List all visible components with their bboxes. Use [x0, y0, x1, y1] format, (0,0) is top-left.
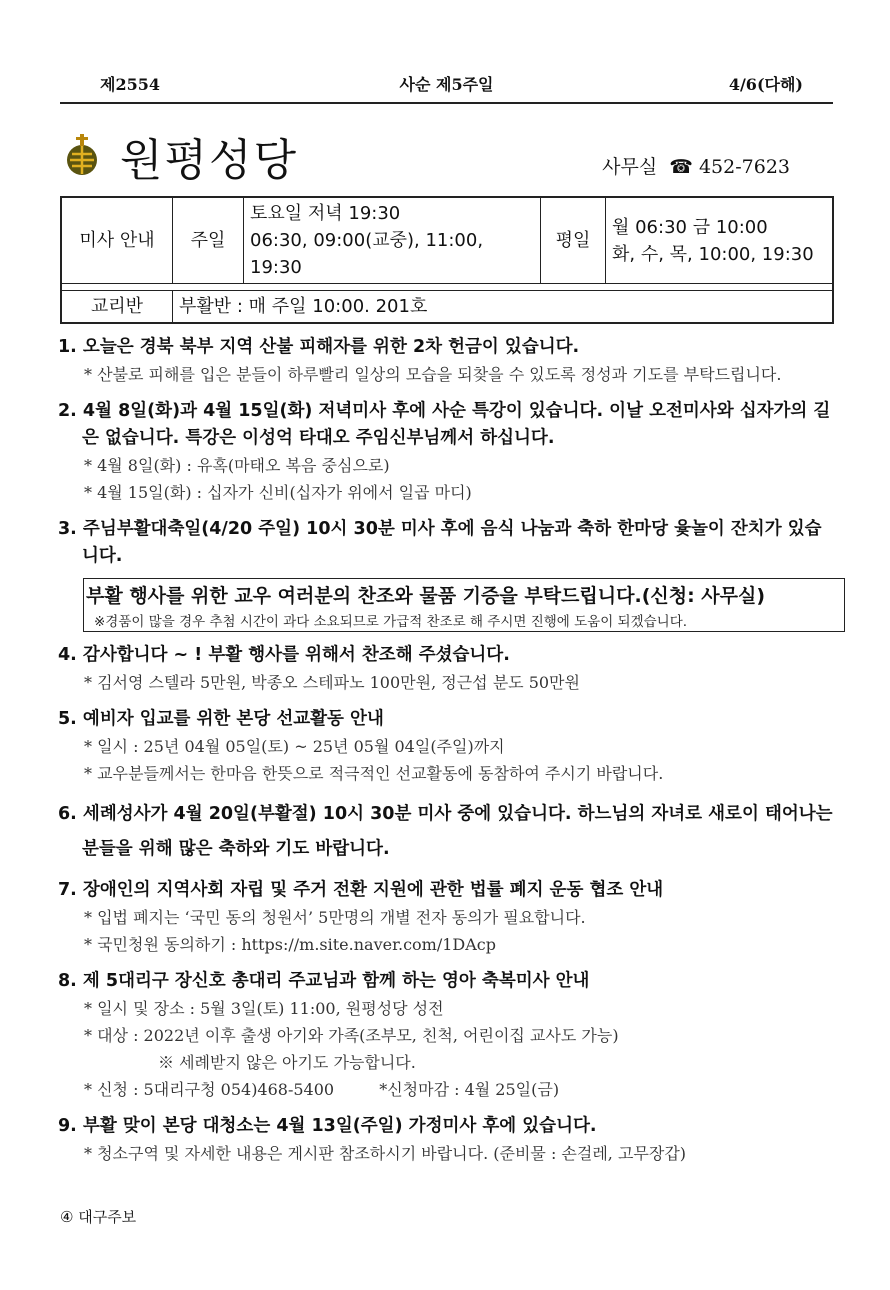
sunday-label: 주일 [173, 197, 244, 284]
announcement-title: 6. 세례성사가 4월 20일(부활절) 10시 30분 미사 중에 있습니다. 하느님의 자녀로 새로이 태어나는 분들을 위해 많은 축하와 기도 바랍니다. [58, 804, 833, 859]
announcement-title: 5. 예비자 입교를 위한 본당 선교활동 안내 [58, 709, 384, 729]
mass-schedule-table [60, 196, 834, 324]
application-contact: * 신청 : 5대리구청 054)468-5400 [84, 1080, 335, 1099]
announcement-3 [58, 516, 838, 632]
announcement-detail [58, 1076, 838, 1103]
issue-number: 제2554 [100, 75, 160, 94]
announcement-detail: * 교우분들께서는 한마음 한뜻으로 적극적인 선교활동에 동참하여 주시기 바랍니다. [84, 764, 664, 783]
announcement-title: 1. 오늘은 경북 북부 지역 산불 피해자를 위한 2차 헌금이 있습니다. [58, 337, 580, 357]
announcement-detail: * 4월 8일(화) : 유혹(마태오 복음 중심으로) [84, 456, 390, 475]
announcement-detail: * 청소구역 및 자세한 내용은 게시판 참조하시기 바랍니다. (준비물 : 손걸레, 고무장갑) [84, 1144, 687, 1163]
office-contact [602, 152, 790, 179]
announcement-5 [58, 706, 838, 787]
application-deadline: *신청마감 : 4월 25일(금) [379, 1080, 560, 1099]
announcement-detail: * 4월 15일(화) : 십자가 신비(십자가 위에서 일곱 마디) [84, 483, 472, 502]
page-footer: ④ 대구주보 [60, 1208, 137, 1226]
announcement-6 [58, 797, 838, 867]
announcement-1 [58, 334, 838, 388]
announcement-title: 9. 부활 맞이 본당 대청소는 4월 13일(주일) 가정미사 후에 있습니다. [58, 1116, 597, 1136]
announcement-detail: * 김서영 스텔라 5만원, 박종오 스테파노 100만원, 정근섭 분도 50만원 [84, 673, 580, 692]
church-name: 원평성당 [120, 135, 299, 186]
office-label: 사무실 [602, 156, 658, 178]
announcement-title: 3. 주님부활대축일(4/20 주일) 10시 30분 미사 후에 음식 나눔과 축하 한마당 윷놀이 잔치가 있습니다. [58, 519, 822, 566]
catechism-info: 부활반 : 매 주일 10:00. 201호 [173, 291, 834, 324]
mass-label: 미사 안내 [61, 197, 173, 284]
announcement-2 [58, 398, 838, 506]
liturgical-week: 사순 제5주일 [399, 75, 494, 94]
catechism-label: 교리반 [61, 291, 173, 324]
announcement-7 [58, 877, 838, 958]
sunday-times [244, 197, 541, 284]
announcement-9 [58, 1113, 838, 1167]
sunday-times-line2: 06:30, 09:00(교중), 11:00, 19:30 [250, 230, 484, 278]
weekday-times-line2: 화, 수, 목, 10:00, 19:30 [612, 243, 814, 265]
donation-request-text: 부활 행사를 위한 교우 여러분의 찬조와 물품 기증을 부탁드립니다.(신청: 사무실) [86, 585, 766, 607]
announcement-title: 4. 감사합니다 ~ ! 부활 행사를 위해서 찬조해 주셨습니다. [58, 645, 510, 665]
announcement-title: 8. 제 5대리구 장신호 총대리 주교님과 함께 하는 영아 축복미사 안내 [58, 971, 590, 991]
weekday-times-line1: 월 06:30 금 10:00 [612, 216, 768, 238]
sunday-times-line1: 토요일 저녁 19:30 [250, 203, 401, 224]
donation-request-box [83, 578, 845, 632]
announcement-detail: * 일시 및 장소 : 5월 3일(토) 11:00, 원평성당 성전 [84, 999, 444, 1018]
bulletin-header [60, 66, 833, 104]
weekday-label: 평일 [541, 197, 606, 284]
announcement-note: ※ 세례받지 않은 아기도 가능합니다. [158, 1053, 416, 1072]
announcement-title: 7. 장애인의 지역사회 자립 및 주거 전환 지원에 관한 법률 폐지 운동 협조 안내 [58, 880, 664, 900]
announcement-title: 2. 4월 8일(화)과 4월 15일(화) 저녁미사 후에 사순 특강이 있습니다. 이날 오전미사와 십자가의 길은 없습니다. 특강은 이성억 타대오 주임신부님께서 하십니다. [58, 401, 831, 448]
announcement-8 [58, 968, 838, 1103]
announcement-detail: * 대상 : 2022년 이후 출생 아기와 가족(조부모, 친척, 어린이집 교사도 가능) [84, 1026, 619, 1045]
announcement-detail: * 일시 : 25년 04월 05일(토) ~ 25년 05월 04일(주일)까지 [84, 737, 505, 756]
announcement-detail: * 입법 폐지는 ‘국민 동의 청원서’ 5만명의 개별 전자 동의가 필요합니다. [84, 908, 586, 927]
bulletin-date: 4/6(다해) [728, 75, 803, 94]
weekday-times [606, 197, 834, 284]
announcement-4 [58, 642, 838, 696]
church-logo-icon [62, 132, 102, 176]
announcement-list [58, 334, 838, 1177]
petition-link[interactable]: * 국민청원 동의하기 : https://m.site.naver.com/1DAcp [84, 935, 496, 954]
office-phone: ☎ 452-7623 [669, 156, 790, 178]
announcement-detail: * 산불로 피해를 입은 분들이 하루빨리 일상의 모습을 되찾을 수 있도록 정성과 기도를 부탁드립니다. [84, 365, 782, 384]
donation-request-note: ※경품이 많을 경우 추첨 시간이 과다 소요되므로 가급적 찬조로 해 주시면 진행에 도움이 되겠습니다. [94, 614, 688, 630]
